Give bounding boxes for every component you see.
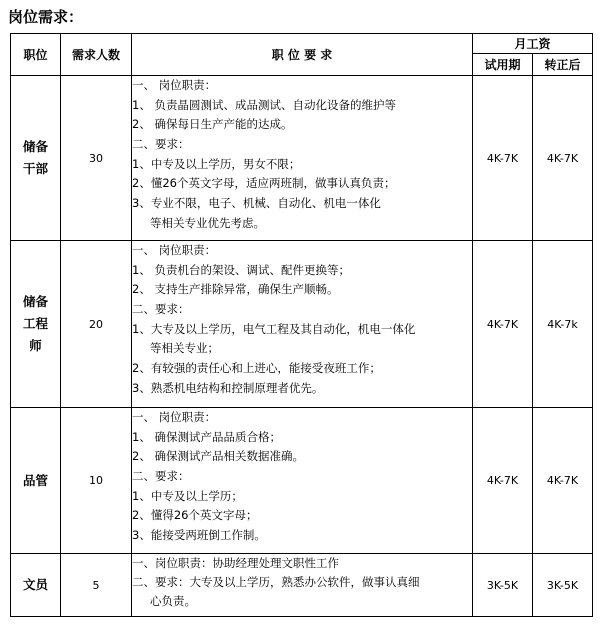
position-name-line: 储备 (22, 139, 48, 154)
requirements-cell (132, 76, 473, 241)
requirements-cell (132, 554, 473, 617)
regular-salary-cell: 4K-7k (533, 241, 593, 408)
requirement-line: 1、 负责机台的架设、调试、配件更换等； (132, 262, 350, 277)
headcount-cell: 10 (61, 408, 132, 554)
requirement-line: 2、懂得26个英文字母； (132, 508, 258, 523)
requirement-line: 二、要求： (132, 469, 190, 484)
table-row (11, 554, 593, 617)
header-regular: 转正后 (533, 54, 593, 76)
requirement-line: 1、 确保测试产品品质合格； (132, 429, 281, 444)
requirement-line: 2、 确保测试产品相关数据准确。 (132, 449, 304, 464)
requirement-line: 二、要求：大专及以上学历，熟悉办公软件，做事认真细 (132, 574, 420, 589)
headcount-cell: 30 (61, 76, 132, 241)
requirement-line: 3、专业不限，电子、机械、自动化、机电一体化 (132, 196, 381, 211)
headcount-cell: 20 (61, 241, 132, 408)
requirement-line: 1、中专及以上学历； (132, 488, 243, 503)
probation-salary-cell: 4K-7K (473, 76, 533, 241)
position-name-line: 储备 (22, 294, 48, 309)
requirement-line: 等相关专业； (150, 341, 219, 356)
requirement-line: 2、懂26个英文字母，适应两班制，做事认真负责； (132, 176, 396, 191)
regular-salary-cell: 4K-7K (533, 408, 593, 554)
requirement-line: 心负责。 (150, 593, 196, 608)
requirement-line: 二、要求： (132, 137, 190, 152)
position-name-line: 师 (29, 338, 42, 353)
header-salary: 月工资 (473, 34, 593, 54)
requirement-line: 1、中专及以上学历，男女不限； (132, 156, 301, 171)
requirement-line: 一、 岗位职责： (132, 78, 217, 92)
header-requirements: 职 位 要 求 (132, 34, 473, 76)
position-cell (11, 76, 61, 241)
regular-salary-cell: 3K-5K (533, 554, 593, 617)
requirement-line: 3、能接受两班倒工作制。 (132, 528, 266, 543)
probation-salary-cell: 4K-7K (473, 408, 533, 554)
requirement-line: 2、有较强的责任心和上进心，能接受夜班工作； (132, 361, 381, 376)
header-probation: 试用期 (473, 54, 533, 76)
requirement-line: 二、要求： (132, 302, 190, 317)
position-name-line: 品管 (22, 472, 48, 488)
page-title: 岗位需求： (8, 8, 84, 26)
table-row (11, 76, 593, 241)
regular-salary-cell: 4K-7K (533, 76, 593, 241)
requirement-line: 一、岗位职责：协助经理处理文职性工作 (132, 556, 339, 570)
requirement-line: 一、 岗位职责： (132, 410, 217, 424)
header-position: 职位 (11, 34, 61, 76)
position-cell (11, 554, 61, 617)
position-cell (11, 241, 61, 408)
requirement-line: 1、 负责晶圆测试、成品测试、自动化设备的维护等 (132, 97, 396, 112)
header-count: 需求人数 (61, 34, 132, 76)
position-name-line: 工程 (22, 316, 48, 331)
requirement-line: 2、 确保每日生产产能的达成。 (132, 117, 293, 132)
requirement-line: 2、 支持生产排除异常，确保生产顺畅。 (132, 282, 339, 297)
headcount-cell: 5 (61, 554, 132, 617)
requirement-line: 一、 岗位职责： (132, 243, 217, 257)
position-name-line: 干部 (22, 161, 48, 176)
job-requirements-table (10, 33, 593, 617)
requirements-cell (132, 241, 473, 408)
requirements-cell (132, 408, 473, 554)
table-row (11, 241, 593, 408)
position-name-line: 文员 (22, 577, 48, 592)
table-row (11, 408, 593, 554)
probation-salary-cell: 3K-5K (473, 554, 533, 617)
requirement-line: 1、大专及以上学历，电气工程及其自动化，机电一体化 (132, 321, 416, 336)
position-cell (11, 408, 61, 554)
probation-salary-cell: 4K-7K (473, 241, 533, 408)
requirement-line: 3、熟悉机电结构和控制原理者优先。 (132, 380, 324, 395)
requirement-line: 等相关专业优先考虑。 (150, 215, 265, 230)
